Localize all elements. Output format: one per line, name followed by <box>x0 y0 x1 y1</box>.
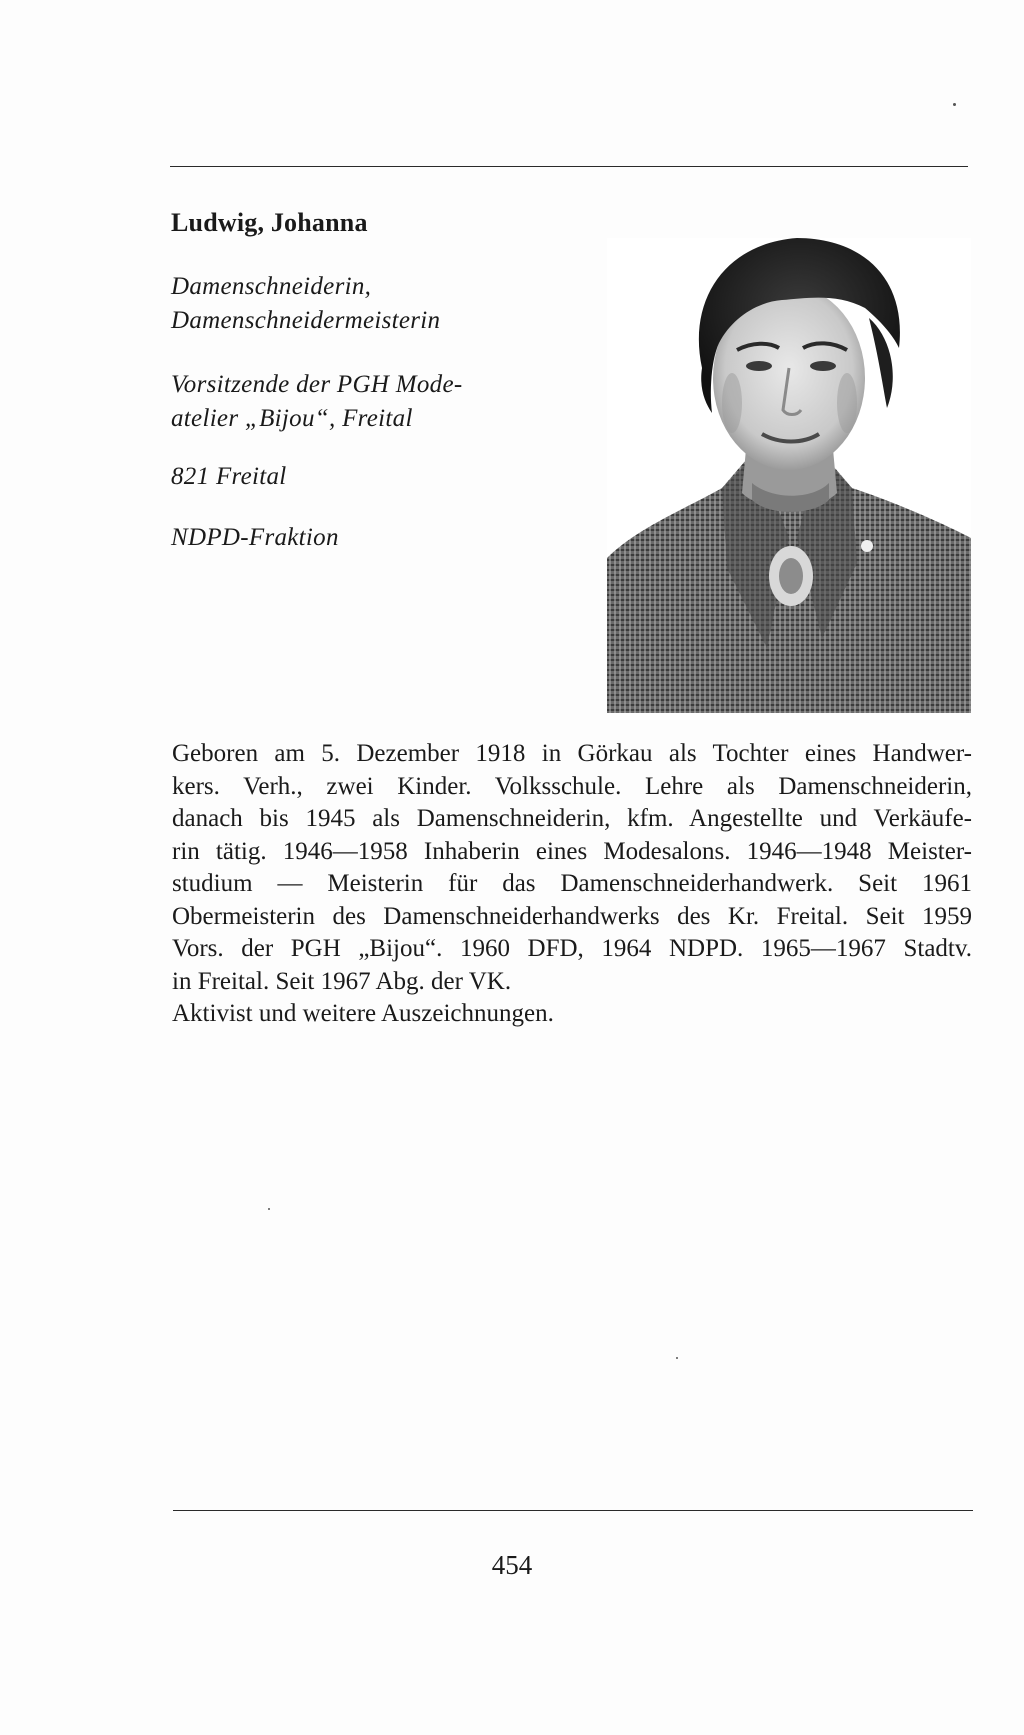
awards: Aktivist und weitere Auszeichnungen. <box>172 1000 554 1027</box>
function <box>171 368 462 436</box>
occupation-line: Damenschneidermeisterin <box>171 307 441 334</box>
print-speck <box>676 1357 678 1359</box>
function-line: atelier „Bijou“, Freital <box>171 405 413 432</box>
occupation <box>171 270 440 338</box>
address: 821 Freital <box>171 463 287 490</box>
portrait-image <box>607 238 971 713</box>
page-number: 454 <box>491 1550 533 1580</box>
biography-line: Geboren am 5. Dezember 1918 in Görkau als Tochter eines Handwer- <box>172 740 972 767</box>
print-speck <box>268 1208 270 1210</box>
bottom-rule <box>173 1510 973 1511</box>
biography-line: Vors. der PGH „Bijou“. 1960 DFD, 1964 NDPD. 1965—1967 Stadtv. <box>172 935 972 962</box>
biography-line: in Freital. Seit 1967 Abg. der VK. <box>172 967 512 995</box>
biography-line: danach bis 1945 als Damenschneiderin, kfm. Angestellte und Verkäufe- <box>172 805 972 832</box>
biography-line: rin tätig. 1946—1958 Inhaberin eines Modesalons. 1946—1948 Meister- <box>172 837 972 865</box>
top-rule <box>170 166 968 167</box>
biography-line: Obermeisterin des Damenschneiderhandwerks des Kr. Freital. Seit 1959 <box>172 902 972 930</box>
occupation-line: Damenschneiderin, <box>171 273 372 300</box>
print-speck <box>953 103 956 106</box>
portrait-photo <box>607 238 971 713</box>
biography-line: studium — Meisterin für das Damenschneiderhandwerk. Seit 1961 <box>172 870 972 897</box>
biography-line: kers. Verh., zwei Kinder. Volksschule. Lehre als Damenschneiderin, <box>172 772 972 800</box>
faction: NDPD-Fraktion <box>171 524 339 551</box>
function-line: Vorsitzende der PGH Mode- <box>171 371 463 398</box>
entry-name: Ludwig, Johanna <box>171 208 368 237</box>
biography <box>172 738 972 998</box>
